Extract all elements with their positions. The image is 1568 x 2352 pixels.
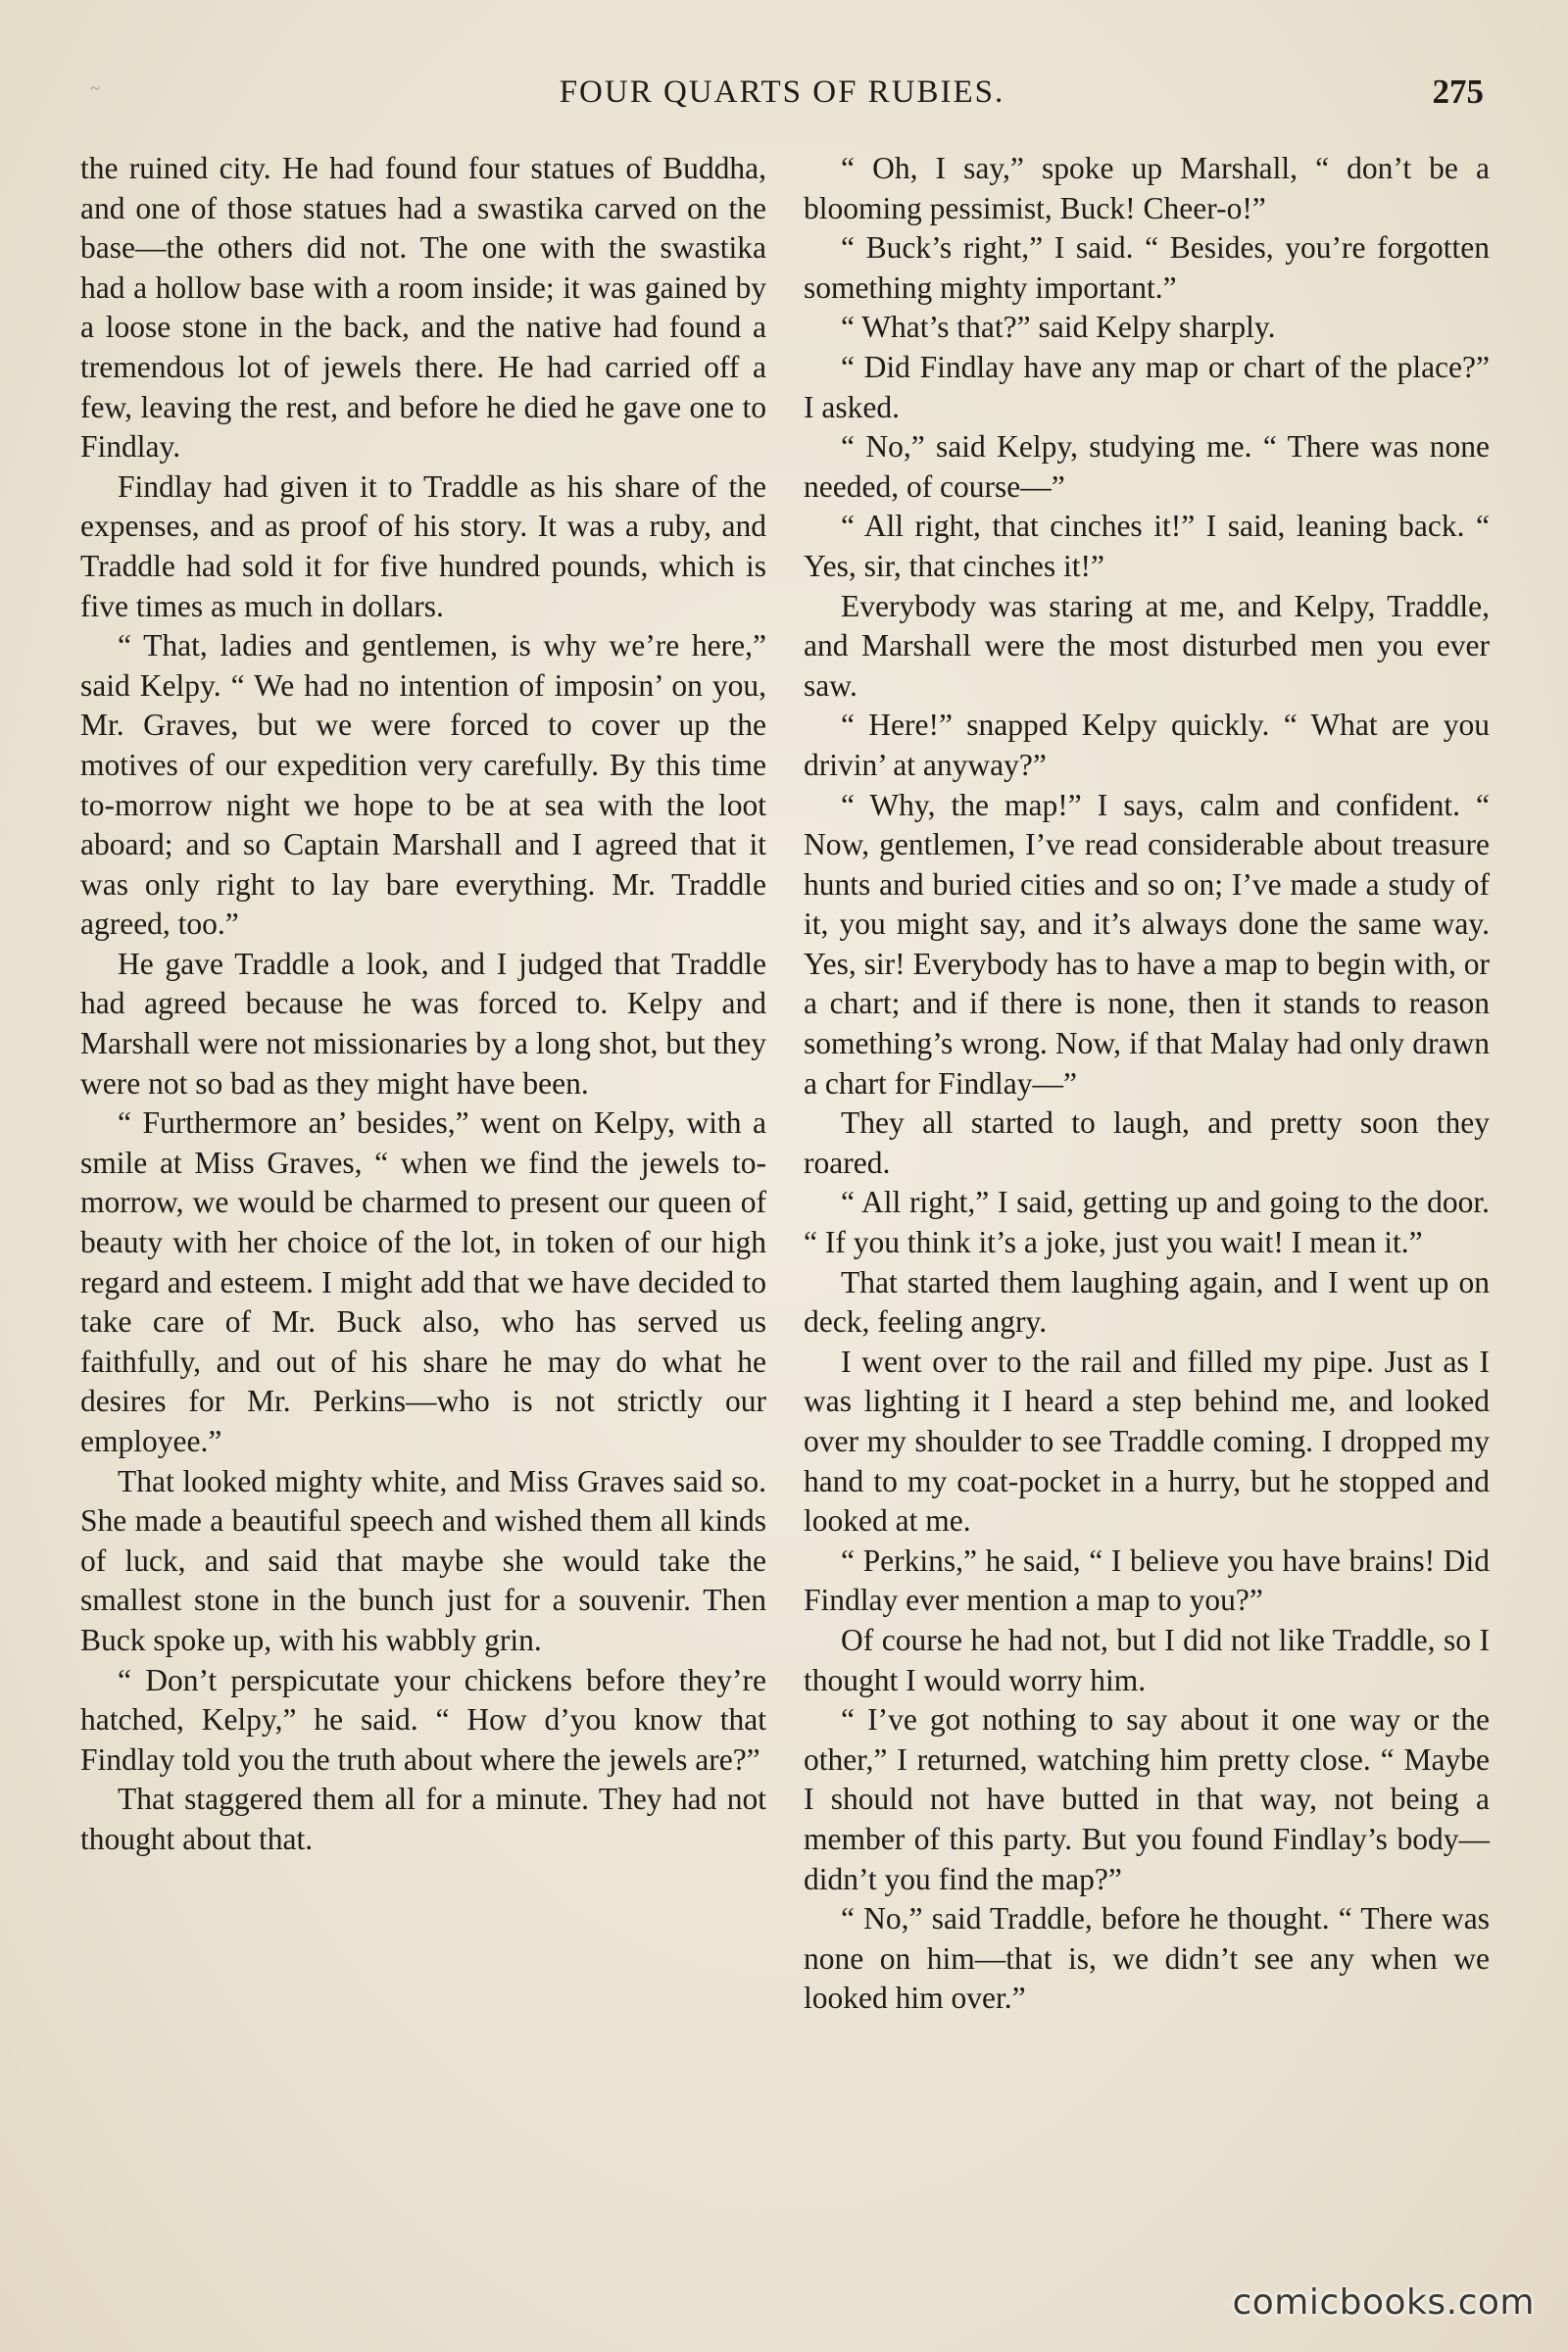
page-header	[80, 73, 1484, 122]
paragraph: “ Oh, I say,” spoke up Marshall, “ don’t be a blooming pessimist, Buck! Cheer-o!”	[804, 151, 1490, 225]
paragraph: That staggered them all for a minute. They had not thought about that.	[80, 1782, 766, 1856]
paragraph: “ What’s that?” said Kelpy sharply.	[841, 310, 1276, 345]
paragraph: “ Perkins,” he said, “ I believe you have brains! Did Findlay ever mention a map to you?”	[804, 1543, 1490, 1618]
page-number: 275	[1432, 73, 1484, 111]
paragraph: That started them laughing again, and I went up on deck, feeling angry.	[804, 1264, 1490, 1340]
paragraph: That looked mighty white, and Miss Graves said so. She made a beautiful speech and wished them all kinds of luck, and said that maybe she would take the smallest stone in the bunch just for a souvenir. Then Buck spoke up, with his wabbly grin.	[80, 1463, 766, 1657]
paragraph: He gave Traddle a look, and I judged that Traddle had agreed because he was forced to. Kelpy and Marshall were not missionaries by a long shot, but they were not so bad as they might have been.	[80, 946, 766, 1101]
paragraph: “ I’ve got nothing to say about it one way or the other,” I returned, watching him pretty close. “ Maybe I should not have butted in that way, not being a member of this party. But you found Findlay’s body—didn’t you find the map?”	[804, 1702, 1490, 1896]
paragraph: I went over to the rail and filled my pipe. Just as I was lighting it I heard a step behind me, and looked over my shoulder to see Traddle coming. I dropped my hand to my coat-pocket in a hurry, but he stopped and looked at me.	[804, 1344, 1490, 1539]
site-watermark: comicbooks.com	[1232, 2282, 1535, 2323]
paragraph: “ Don’t perspicutate your chickens before they’re hatched, Kelpy,” he said. “ How d’you know that Findlay told you the truth about where the jewels are?”	[80, 1662, 766, 1777]
left-column	[80, 149, 766, 1860]
paragraph: Everybody was staring at me, and Kelpy, Traddle, and Marshall were the most disturbed men you ever saw.	[804, 588, 1490, 703]
right-column	[804, 149, 1490, 2019]
paragraph: “ That, ladies and gentlemen, is why we’re here,” said Kelpy. “ We had no intention of imposin’ on you, Mr. Graves, but we were forced to cover up the motives of our expedition very carefully. By this time to-morrow night we hope to be at sea with the loot aboard; and so Captain Marshall and I agreed that it was only right to lay bare everything. Mr. Traddle agreed, too.”	[80, 628, 766, 942]
paragraph: the ruined city. He had found four statues of Buddha, and one of those statues had a swastika carved on the base—the others did not. The one with the swastika had a hollow base with a room inside; it was gained by a loose stone in the back, and the native had found a tremendous lot of jewels there. He had carried off a few, leaving the rest, and before he died he gave one to Findlay.	[80, 151, 766, 465]
pencil-mark: ~	[90, 78, 100, 98]
running-title: FOUR QUARTS OF RUBIES.	[559, 74, 1005, 110]
paragraph: “ No,” said Traddle, before he thought. “ There was none on him—that is, we didn’t see any when we looked him over.”	[804, 1901, 1490, 2016]
paragraph: They all started to laugh, and pretty soon they roared.	[804, 1105, 1490, 1180]
paragraph: Findlay had given it to Traddle as his share of the expenses, and as proof of his story. It was a ruby, and Traddle had sold it for five hundred pounds, which is five times as much in dollars.	[80, 468, 766, 623]
paragraph: “ Did Findlay have any map or chart of the place?” I asked.	[804, 349, 1490, 424]
paragraph: “ Furthermore an’ besides,” went on Kelpy, with a smile at Miss Graves, “ when we find the jewels to-morrow, we would be charmed to present our queen of beauty with her choice of the lot, in token of our high regard and esteem. I might add that we have decided to take care of Mr. Buck also, who has served us faithfully, and out of his share he may do what he desires for Mr. Perkins—who is not strictly our employee.”	[80, 1105, 766, 1458]
paragraph: “ All right,” I said, getting up and going to the door. “ If you think it’s a joke, just you wait! I mean it.”	[804, 1185, 1490, 1260]
paragraph: “ All right, that cinches it!” I said, leaning back. “ Yes, sir, that cinches it!”	[804, 509, 1490, 583]
paragraph: “ Why, the map!” I says, calm and confident. “ Now, gentlemen, I’ve read considerable about treasure hunts and buried cities and so on; I’ve made a study of it, you might say, and it’s always done the same way. Yes, sir! Everybody has to have a map to begin with, or a chart; and if there is none, then it stands to reason something’s wrong. Now, if that Malay had only drawn a chart for Findlay—”	[804, 787, 1490, 1101]
paragraph: “ Here!” snapped Kelpy quickly. “ What are you drivin’ at anyway?”	[804, 708, 1490, 782]
paragraph: Of course he had not, but I did not like Traddle, so I thought I would worry him.	[804, 1622, 1490, 1697]
paragraph: “ No,” said Kelpy, studying me. “ There was none needed, of course—”	[804, 429, 1490, 504]
paragraph: “ Buck’s right,” I said. “ Besides, you’re forgotten something mighty important.”	[804, 230, 1490, 305]
